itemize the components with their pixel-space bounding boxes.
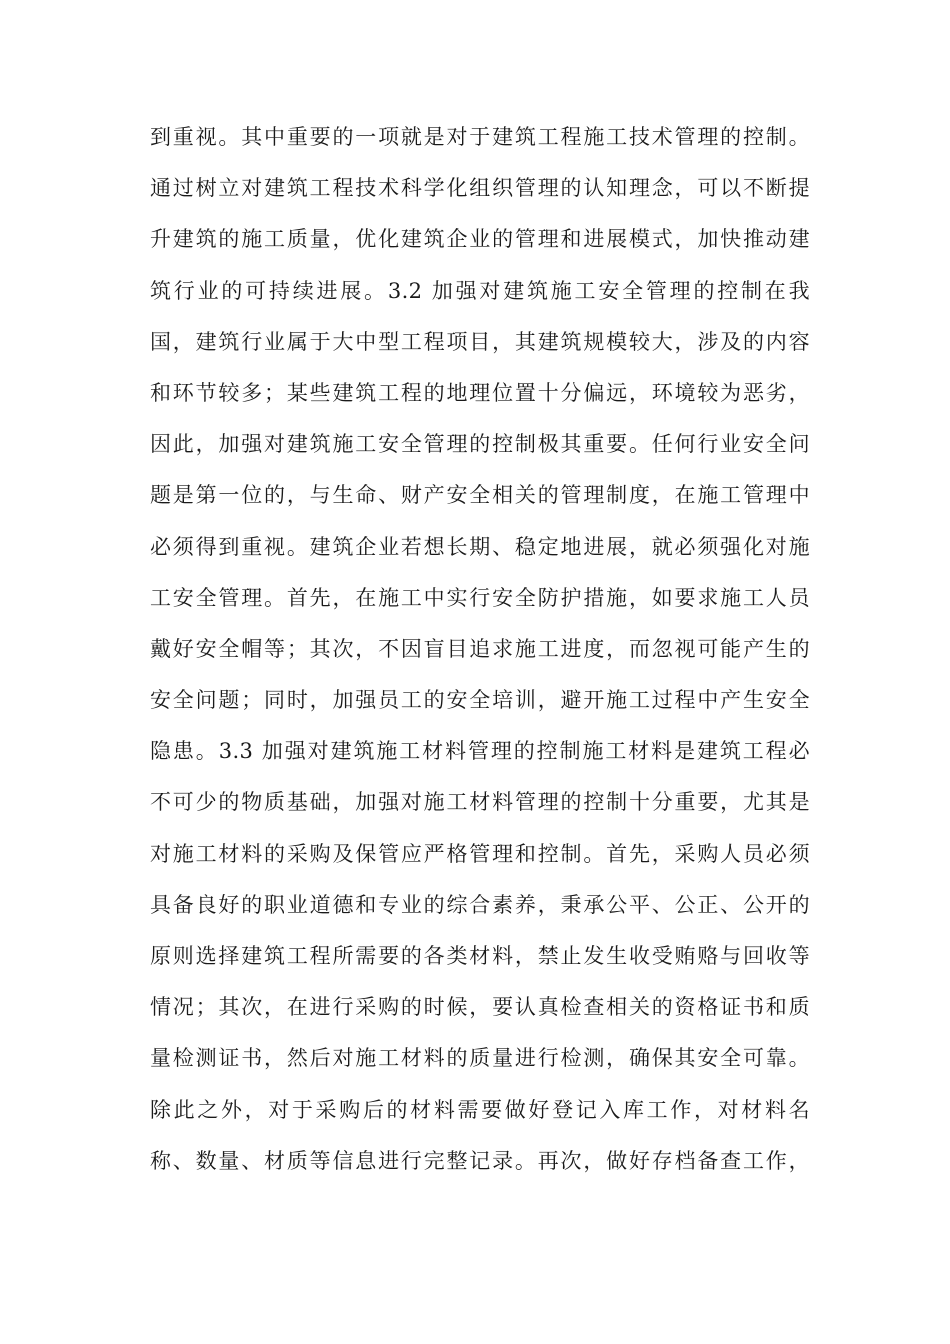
text-line: 称、数量、材质等信息进行完整记录。再次，做好存档备查工作， <box>150 1148 810 1173</box>
text-line: 题是第一位的，与生命、财产安全相关的管理制度，在施工管理中 <box>150 483 810 508</box>
text-line: 量检测证书，然后对施工材料的质量进行检测，确保其安全可靠。 <box>150 1046 810 1071</box>
text-line: 戴好安全帽等；其次，不因盲目追求施工进度，而忽视可能产生的 <box>150 636 810 661</box>
text-line: 必须得到重视。建筑企业若想长期、稳定地进展，就必须强化对施 <box>150 534 810 559</box>
text-line: 工安全管理。首先，在施工中实行安全防护措施，如要求施工人员 <box>150 585 810 610</box>
text-line: 原则选择建筑工程所需要的各类材料，禁止发生收受贿赂与回收等 <box>150 944 810 968</box>
text-line: 因此，加强对建筑施工安全管理的控制极其重要。任何行业安全问 <box>150 432 810 457</box>
text-line: 不可少的物质基础，加强对施工材料管理的控制十分重要，尤其是 <box>150 790 810 815</box>
text-line: 和环节较多；某些建筑工程的地理位置十分偏远，环境较为恶劣， <box>150 380 810 405</box>
text-line: 到重视。其中重要的一项就是对于建筑工程施工技术管理的控制。 <box>150 125 810 149</box>
text-line: 筑行业的可持续进展。3.2 加强对建筑施工安全管理的控制在我 <box>150 278 810 303</box>
text-line: 对施工材料的采购及保管应严格管理和控制。首先，采购人员必须 <box>150 841 810 866</box>
text-line: 情况；其次，在进行采购的时候，要认真检查相关的资格证书和质 <box>150 995 810 1020</box>
text-line: 国，建筑行业属于大中型工程项目，其建筑规模较大，涉及的内容 <box>150 329 810 354</box>
text-line: 安全问题；同时，加强员工的安全培训，避开施工过程中产生安全 <box>150 688 810 713</box>
text-line: 隐患。3.3 加强对建筑施工材料管理的控制施工材料是建筑工程必 <box>150 739 810 764</box>
text-line: 通过树立对建筑工程技术科学化组织管理的认知理念，可以不断提 <box>150 176 810 201</box>
text-line: 升建筑的施工质量，优化建筑企业的管理和进展模式，加快推动建 <box>150 227 810 252</box>
body-text <box>150 117 810 1192</box>
text-line: 具备良好的职业道德和专业的综合素养，秉承公平、公正、公开的 <box>150 892 810 917</box>
text-line: 除此之外，对于采购后的材料需要做好登记入库工作，对材料名 <box>150 1097 810 1122</box>
